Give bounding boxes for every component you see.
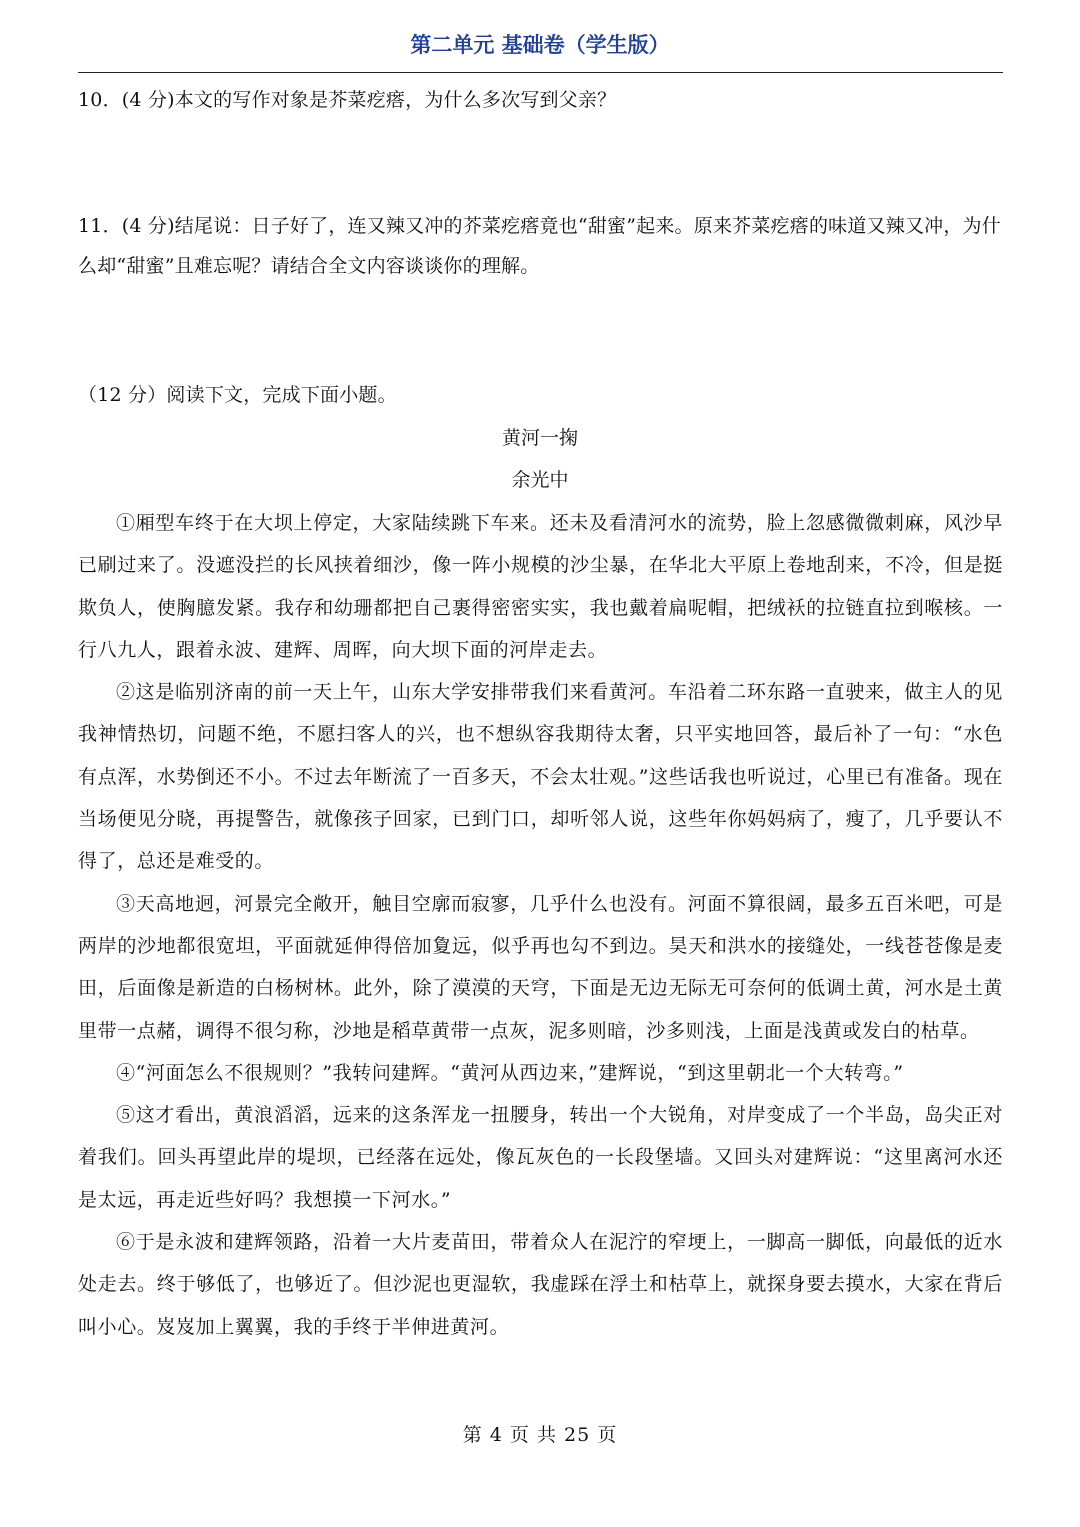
question-10: 10．(4 分)本文的写作对象是芥菜疙瘩，为什么多次写到父亲？ xyxy=(78,89,617,111)
question-11: 11．(4 分)结尾说：日子好了，连又辣又冲的芥菜疙瘩竟也“甜蜜”起来。原来芥菜疙瘩的味道又辣又冲，为什么却“甜蜜”且难忘呢？请结合全文内容谈谈你的理解。 xyxy=(78,215,1001,277)
article-author: 余光中 xyxy=(511,469,569,491)
reading-instructions: （12 分）阅读下文，完成下面小题。 xyxy=(78,384,397,406)
paragraph-6: ⑥于是永波和建辉领路，沿着一大片麦苗田，带着众人在泥泞的窄埂上，一脚高一脚低，向最低的近水处走去。终于够低了，也够近了。但沙泥也更湿软，我虚踩在浮土和枯草上，就探身要去摸水，大家在背后叫小心。岌岌加上翼翼，我的手终于半伸进黄河。 xyxy=(78,1231,1003,1338)
header-divider xyxy=(78,72,1003,73)
article-title: 黄河一掬 xyxy=(501,427,578,449)
paragraph-5: ⑤这才看出，黄浪滔滔，远来的这条浑龙一扭腰身，转出一个大锐角，对岸变成了一个半岛，岛尖正对着我们。回头再望此岸的堤坝，已经落在远处，像瓦灰色的一长段堡墙。又回头对建辉说：“这里离河水还是太远，再走近些好吗？我想摸一下河水。” xyxy=(78,1104,1003,1211)
paragraph-4: ④“河面怎么不很规则？”我转问建辉。“黄河从西边来，”建辉说，“到这里朝北一个大转弯。” xyxy=(116,1061,904,1084)
page-number: 第 4 页 共 25 页 xyxy=(462,1424,618,1446)
article-body xyxy=(78,502,1003,1348)
page-header-title: 第二单元 基础卷（学生版） xyxy=(410,33,670,57)
paragraph-1: ①厢型车终于在大坝上停定，大家陆续跳下车来。还未及看清河水的流势，脸上忽感微微刺麻，风沙早已刷过来了。没遮没拦的长风挟着细沙，像一阵小规模的沙尘暴，在华北大平原上卷地刮来，不冷，但是挺欺负人，使胸臆发紧。我存和幼珊都把自己裹得密密实实，我也戴着扁呢帽，把绒袄的拉链直拉到喉核。一行八九人，跟着永波、建辉、周晖，向大坝下面的河岸走去。 xyxy=(78,512,1003,661)
paragraph-2: ②这是临别济南的前一天上午，山东大学安排带我们来看黄河。车沿着二环东路一直驶来，做主人的见我神情热切，问题不绝，不愿扫客人的兴，也不想纵容我期待太奢，只平实地回答，最后补了一句：“水色有点浑，水势倒还不小。不过去年断流了一百多天，不会太壮观。”这些话我也听说过，心里已有准备。现在当场便见分晓，再提警告，就像孩子回家，已到门口，却听邻人说，这些年你妈妈病了，瘦了，几乎要认不得了，总还是难受的。 xyxy=(78,681,1003,873)
paragraph-3: ③天高地迥，河景完全敞开，触目空廓而寂寥，几乎什么也没有。河面不算很阔，最多五百米吧，可是两岸的沙地都很宽坦，平面就延伸得倍加夐远，似乎再也勾不到边。昊天和洪水的接缝处，一线苍苍像是麦田，后面像是新造的白杨树林。此外，除了漠漠的天穹，下面是无边无际无可奈何的低调土黄，河水是土黄里带一点赭，调得不很匀称，沙地是稻草黄带一点灰，泥多则暗，沙多则浅，上面是浅黄或发白的枯草。 xyxy=(78,892,1003,1042)
